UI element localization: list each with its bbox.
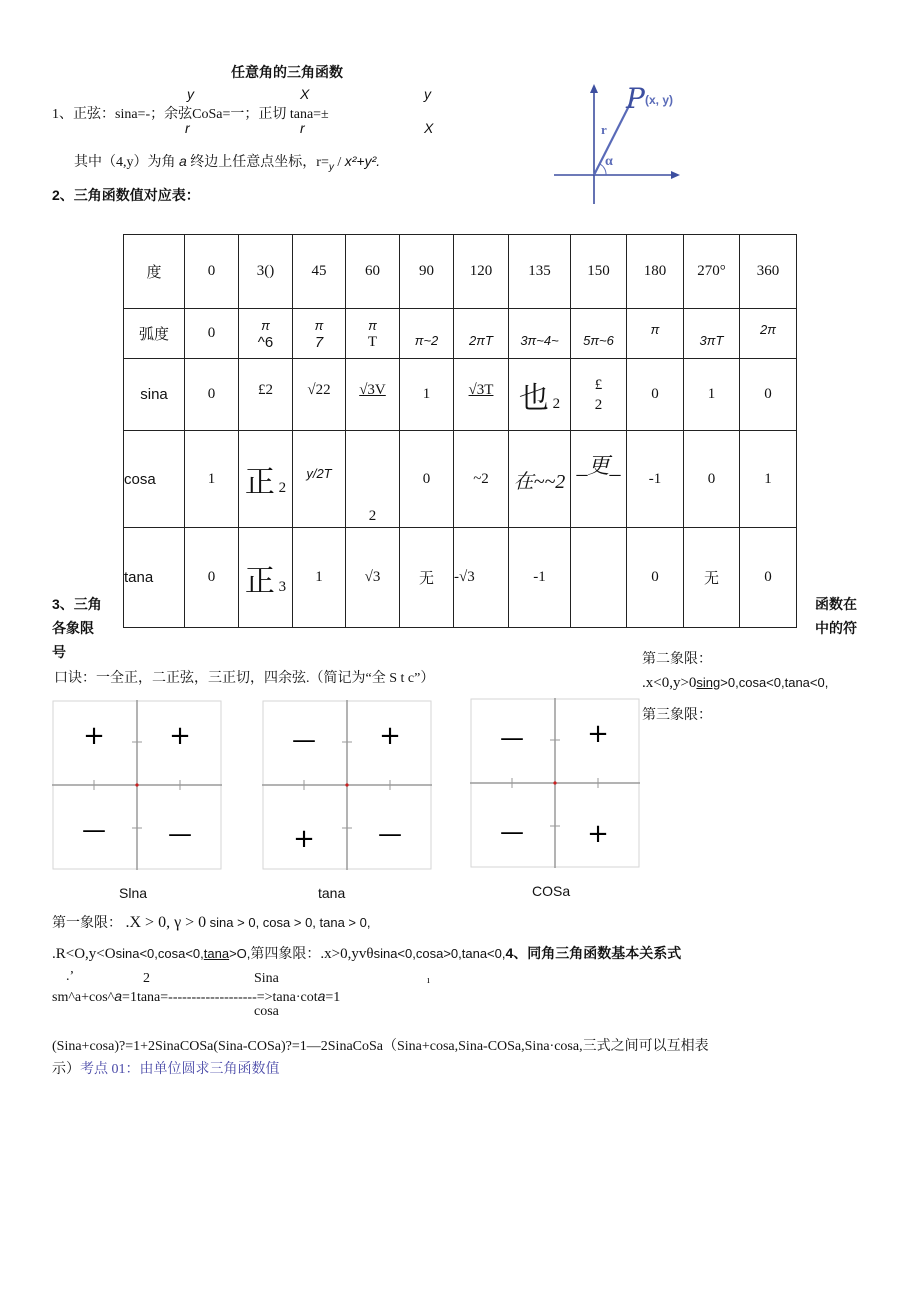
quadrant-label-sin: Slna <box>119 885 148 901</box>
sin-150-top: £ <box>594 376 603 393</box>
cos-cell: 1 <box>185 431 239 528</box>
frac-bot-tan: X <box>424 120 434 136</box>
note-alpha: a <box>179 153 187 169</box>
q1-sign: + <box>169 721 191 751</box>
rad-cell: 2π <box>740 309 797 359</box>
sin-cell: 0 <box>185 359 239 431</box>
cos-cell: -1 <box>627 431 684 528</box>
quadrant-svg-tan <box>262 700 432 870</box>
tan-30-glyph: 正 <box>244 563 275 599</box>
sin-120: √3T <box>468 382 494 398</box>
sin-60: √3V <box>359 382 386 398</box>
quadrant-chart-sin <box>52 700 222 870</box>
cos-cell: 2 <box>346 431 400 528</box>
sin-cell <box>571 359 627 431</box>
cos-30-glyph: 正 <box>244 465 275 500</box>
sin-cell: 1 <box>684 359 740 431</box>
q2-cond-u: sing <box>696 675 721 690</box>
q2-label: 第二象限： <box>642 652 712 667</box>
square-identities-line: (Sina+cosa)?=1+2SinaCOSa(Sina-COSa)?=1—2SinaCoSa（Sina+cosa,Sina-COSa,Sina·cosa,三式之间可以互相表 <box>52 1039 709 1054</box>
formula-cosa-denominator: cosa <box>254 1004 279 1019</box>
frac-top-cos: X <box>300 86 310 102</box>
deg-cell: 120 <box>454 235 509 309</box>
quadrant-3-4-line <box>52 943 681 963</box>
trig-value-table <box>123 234 797 628</box>
degree-row <box>124 235 797 309</box>
section-3-right-b: 中的符 <box>815 620 857 636</box>
rad-60-bot: T <box>367 333 378 350</box>
rad-cell: π~2 <box>400 309 454 359</box>
formula-sina-numerator: Sina <box>254 971 279 986</box>
frac-top-sin: y <box>187 86 194 102</box>
formula-identity <box>52 988 340 1006</box>
q3-cond-a: .R<O,y<O <box>52 946 116 962</box>
sine-header: sina <box>124 359 185 431</box>
rad-cell: 2πT <box>454 309 509 359</box>
rad-cell: 3π~4~ <box>509 309 571 359</box>
radian-header: 弧度 <box>124 309 185 359</box>
sec1-tan: tana=± <box>289 107 329 122</box>
alpha-label: α <box>605 154 613 169</box>
frac-top-tan: y <box>424 86 431 102</box>
q1-sign: + <box>379 721 401 751</box>
rad-cell <box>293 309 346 359</box>
section-3-left-a: 3、三角 <box>52 596 102 612</box>
q4-label: 第四象限： <box>250 947 321 962</box>
tan-cell: -1 <box>509 528 571 628</box>
rad-45-bot: 7 <box>314 333 324 351</box>
tan-cell <box>571 528 627 628</box>
section-3-left-c: 号 <box>52 644 66 660</box>
sec1-cos: CoSa=一； <box>192 107 259 122</box>
deg-cell: 90 <box>400 235 454 309</box>
point-coords-label: (x, y) <box>645 93 674 107</box>
cos-cell: 在~~2 <box>509 431 571 528</box>
deg-cell: 3() <box>239 235 293 309</box>
sec1-number: 1、 <box>52 107 73 122</box>
sin-cell <box>346 359 400 431</box>
frac-bot-sin: r <box>185 120 190 136</box>
sin-135-glyph: 也 <box>518 380 549 416</box>
sin-cell: √22 <box>293 359 346 431</box>
q4-sign: — <box>378 820 402 848</box>
section-3-right-a: 函数在 <box>815 596 857 612</box>
q3-cond-b: sina<0,cosa<0, <box>115 946 204 961</box>
formula-mark-left: .’ <box>66 969 75 984</box>
line2-text: 示） <box>52 1062 80 1077</box>
deg-cell: 180 <box>627 235 684 309</box>
q2-sign: + <box>83 721 105 751</box>
page-title: 任意角的三角函数 <box>231 64 343 80</box>
rad-30-bot: ^6 <box>257 333 274 351</box>
quadrant-label-tan: tana <box>318 885 346 901</box>
note-part-a: 其中（4,y）为角 <box>74 155 176 170</box>
section-2-title: 2、三角函数值对应表： <box>52 187 200 203</box>
q3-sign: — <box>500 818 524 846</box>
frac-bot-cos: r <box>300 120 305 136</box>
cos-cell: _更_ <box>571 431 627 528</box>
formula-part-ci: a <box>317 988 326 1004</box>
rad-30-top: π <box>261 317 270 333</box>
q3-cond-c: >O, <box>229 946 251 961</box>
sin-cell: 0 <box>740 359 797 431</box>
cosine-header: cosa <box>124 431 185 528</box>
rad-cell: 0 <box>185 309 239 359</box>
y-axis-arrow <box>590 84 598 93</box>
q2-cond-a: .x<0,y>0 <box>642 675 697 691</box>
q2-sign: — <box>292 726 316 754</box>
tan-cell <box>239 528 293 628</box>
deg-cell: 150 <box>571 235 627 309</box>
tan-cell: 无 <box>400 528 454 628</box>
note-y: y <box>328 161 334 173</box>
q4-cond-b: sina<0,cosa>0,tana<0, <box>373 946 506 961</box>
tan-cell: 0 <box>627 528 684 628</box>
sin-cell <box>454 359 509 431</box>
formula-part-ai: a <box>114 988 123 1004</box>
q1-label: 第一象限： <box>52 916 122 931</box>
topic-01-heading: 考点 01：由单位圆求三角函数值 <box>80 1062 280 1077</box>
sec1-tan-prefix: 正切 <box>258 107 287 122</box>
quadrant-chart-cos <box>470 698 640 868</box>
rad-45-top: π <box>314 317 324 333</box>
rad-cell: 5π~6 <box>571 309 627 359</box>
sin-150-bot: 2 <box>594 396 603 413</box>
cos-30-denom: 2 <box>278 480 287 496</box>
q1-cond-a: .X > 0, γ > 0 <box>125 914 207 931</box>
q4-sign: — <box>168 820 192 848</box>
sin-cell: 0 <box>627 359 684 431</box>
tan-cell: 无 <box>684 528 740 628</box>
quadrant-1-line <box>52 912 370 932</box>
sin-cell <box>509 359 571 431</box>
q3-label: 第三象限： <box>642 708 712 723</box>
q3-sign: — <box>82 816 106 844</box>
quadrant-svg-sin <box>52 700 222 870</box>
q1-sign: + <box>587 719 609 749</box>
formula-square-exponent: 2 <box>143 971 150 986</box>
tan-cell: 1 <box>293 528 346 628</box>
cos-cell: ~2 <box>454 431 509 528</box>
cos-cell: 0 <box>400 431 454 528</box>
q3-cond-u: tana <box>203 946 230 961</box>
cos-cell: 0 <box>684 431 740 528</box>
q2-conditions <box>642 675 828 692</box>
rad-cell: π <box>627 309 684 359</box>
square-identities-line-2 <box>52 1058 280 1078</box>
point-p-label: P <box>626 82 645 115</box>
formula-part-b: =1tana=-------------------=>tana·cot <box>122 990 318 1005</box>
sin-135-denom: 2 <box>552 395 561 412</box>
q3-sign: + <box>293 824 315 854</box>
cos-cell: 1 <box>740 431 797 528</box>
tan-cell: -√3 <box>454 528 509 628</box>
tan-cell: 0 <box>185 528 239 628</box>
deg-cell: 60 <box>346 235 400 309</box>
quadrant-chart-tan <box>262 700 432 870</box>
sec1-sine: sina=-； <box>115 107 165 122</box>
sin-cell: 1 <box>400 359 454 431</box>
formula-part-a: sm^a+cos^ <box>52 990 115 1005</box>
cos-cell <box>239 431 293 528</box>
tan-cell: 0 <box>740 528 797 628</box>
formula-part-d: =1 <box>325 990 341 1005</box>
sign-mnemonic: 口诀：一全正，二正弦，三正切，四余弦.（简记为“全 S t c”） <box>54 671 435 686</box>
degree-header: 度 <box>124 235 185 309</box>
q4-cond-a: .x>0,yvθ <box>320 946 374 962</box>
tangent-row <box>124 528 797 628</box>
radian-row <box>124 309 797 359</box>
coordinate-note <box>74 151 380 173</box>
q2-cond-b: >0,cosa<0,tana<0, <box>720 675 829 690</box>
section-4-title: 4、同角三角函数基本关系式 <box>505 945 682 961</box>
tan-cell: √3 <box>346 528 400 628</box>
deg-cell: 270° <box>684 235 740 309</box>
sine-definition-line <box>52 103 329 123</box>
q1-cond-b: sina > 0, cosa > 0, tana > 0, <box>209 915 371 930</box>
rad-cell <box>346 309 400 359</box>
formula-mark-right: ı <box>427 975 430 986</box>
tan-30-denom: 3 <box>278 578 287 595</box>
section-3-left-b: 各象限 <box>52 620 94 636</box>
sec1-cos-prefix: 余弦 <box>164 107 193 122</box>
sine-row <box>124 359 797 431</box>
q4-sign: + <box>587 819 609 849</box>
q2-sign: — <box>500 724 524 752</box>
cos-cell: y/2T <box>293 431 346 528</box>
unit-ray-diagram <box>550 80 690 210</box>
deg-cell: 360 <box>740 235 797 309</box>
radius-label: r <box>601 122 607 137</box>
sin-cell: £2 <box>239 359 293 431</box>
quadrant-svg-cos <box>470 698 640 868</box>
x-axis-arrow <box>671 171 680 179</box>
tangent-header: tana <box>124 528 185 628</box>
quadrant-label-cos: COSa <box>532 883 571 899</box>
note-slash: / <box>337 155 342 170</box>
deg-cell: 0 <box>185 235 239 309</box>
deg-cell: 45 <box>293 235 346 309</box>
rad-cell: 3πT <box>684 309 740 359</box>
deg-cell: 135 <box>509 235 571 309</box>
note-radicand: x²+y². <box>344 153 381 169</box>
cosine-row <box>124 431 797 528</box>
rad-60-top: π <box>368 317 377 333</box>
note-part-b: 终边上任意点坐标，r= <box>190 155 329 170</box>
rad-cell <box>239 309 293 359</box>
sec1-sine-prefix: 正弦： <box>73 107 115 122</box>
